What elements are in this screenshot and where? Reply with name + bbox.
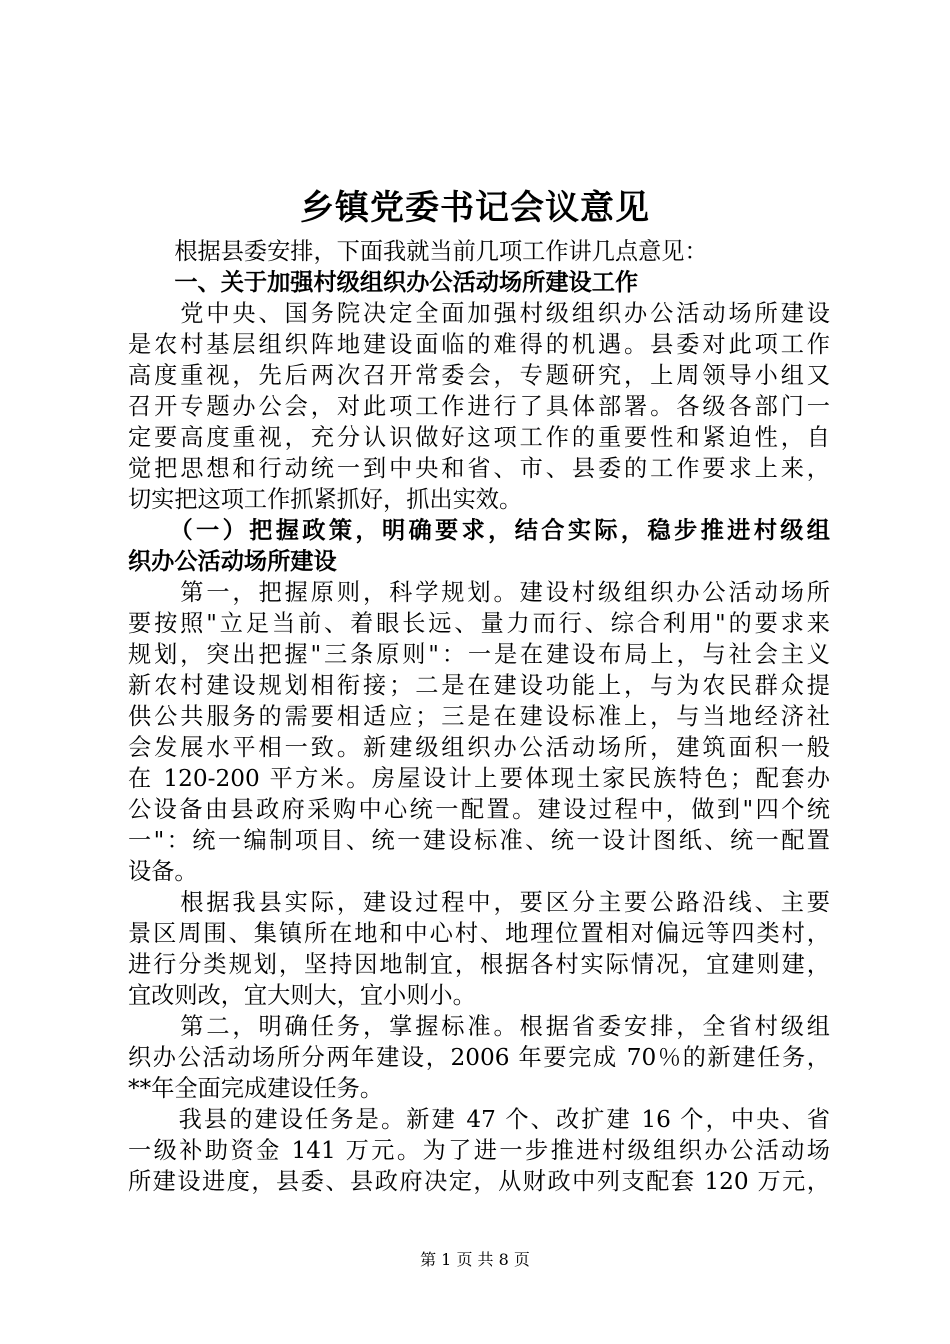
body-line: 一级补助资金 141 万元。为了进一步推进村级组织办公活动场 xyxy=(128,1137,830,1164)
body-line: 召开专题办公会，对此项工作进行了具体部署。各级各部门一 xyxy=(128,393,830,420)
body-line: 供公共服务的需要相适应；三是在建设标准上，与当地经济社 xyxy=(128,703,830,730)
document-body xyxy=(128,236,830,1197)
body-line: 规划，突出把握"三条原则"：一是在建设布局上，与社会主义 xyxy=(128,641,830,668)
heading-line: 织办公活动场所建设 xyxy=(128,548,337,575)
body-line: 党中央、国务院决定全面加强村级组织办公活动场所建设 xyxy=(128,300,830,327)
body-line: 会发展水平相一致。新建级组织办公活动场所，建筑面积一般 xyxy=(128,734,830,761)
body-line: 根据县委安排，下面我就当前几项工作讲几点意见： xyxy=(128,238,708,265)
body-line: 第一，把握原则，科学规划。建设村级组织办公活动场所 xyxy=(128,579,830,606)
body-line: 觉把思想和行动统一到中央和省、市、县委的工作要求上来， xyxy=(128,455,830,482)
body-line: 定要高度重视，充分认识做好这项工作的重要性和紧迫性，自 xyxy=(128,424,830,451)
body-line: **年全面完成建设任务。 xyxy=(128,1075,384,1102)
body-line: 新农村建设规划相衔接；二是在建设功能上，与为农民群众提 xyxy=(128,672,830,699)
body-line: 在 120-200 平方米。房屋设计上要体现土家民族特色；配套办 xyxy=(128,765,830,792)
heading-line: （一）把握政策，明确要求，结合实际，稳步推进村级组 xyxy=(128,517,830,544)
body-line: 是农村基层组织阵地建设面临的难得的机遇。县委对此项工作 xyxy=(128,331,830,358)
body-line: 切实把这项工作抓紧抓好，抓出实效。 xyxy=(128,486,523,513)
body-line: 我县的建设任务是。新建 47 个、改扩建 16 个，中央、省 xyxy=(128,1106,830,1133)
heading-line: 一、关于加强村级组织办公活动场所建设工作 xyxy=(128,269,639,296)
body-line: 高度重视，先后两次召开常委会，专题研究，上周领导小组又 xyxy=(128,362,830,389)
body-line: 景区周围、集镇所在地和中心村、地理位置相对偏远等四类村， xyxy=(128,920,830,947)
body-line: 一"：统一编制项目、统一建设标准、统一设计图纸、统一配置 xyxy=(128,827,830,854)
body-line: 根据我县实际，建设过程中，要区分主要公路沿线、主要 xyxy=(128,889,830,916)
page-footer: 第 1 页 共 8 页 xyxy=(420,1250,530,1269)
body-line: 进行分类规划，坚持因地制宜，根据各村实际情况，宜建则建， xyxy=(128,951,830,978)
body-line: 所建设进度，县委、县政府决定，从财政中列支配套 120 万元， xyxy=(128,1168,830,1195)
body-line: 第二，明确任务，掌握标准。根据省委安排，全省村级组 xyxy=(128,1013,830,1040)
body-line: 织办公活动场所分两年建设，2006 年要完成 70％的新建任务， xyxy=(128,1044,830,1071)
body-line: 要按照"立足当前、着眼长远、量力而行、综合利用"的要求来 xyxy=(128,610,830,637)
body-line: 设备。 xyxy=(128,858,198,885)
body-line: 宜改则改，宜大则大，宜小则小。 xyxy=(128,982,476,1009)
body-line: 公设备由县政府采购中心统一配置。建设过程中，做到"四个统 xyxy=(128,796,830,823)
document-title: 乡镇党委书记会议意见 xyxy=(300,188,650,228)
